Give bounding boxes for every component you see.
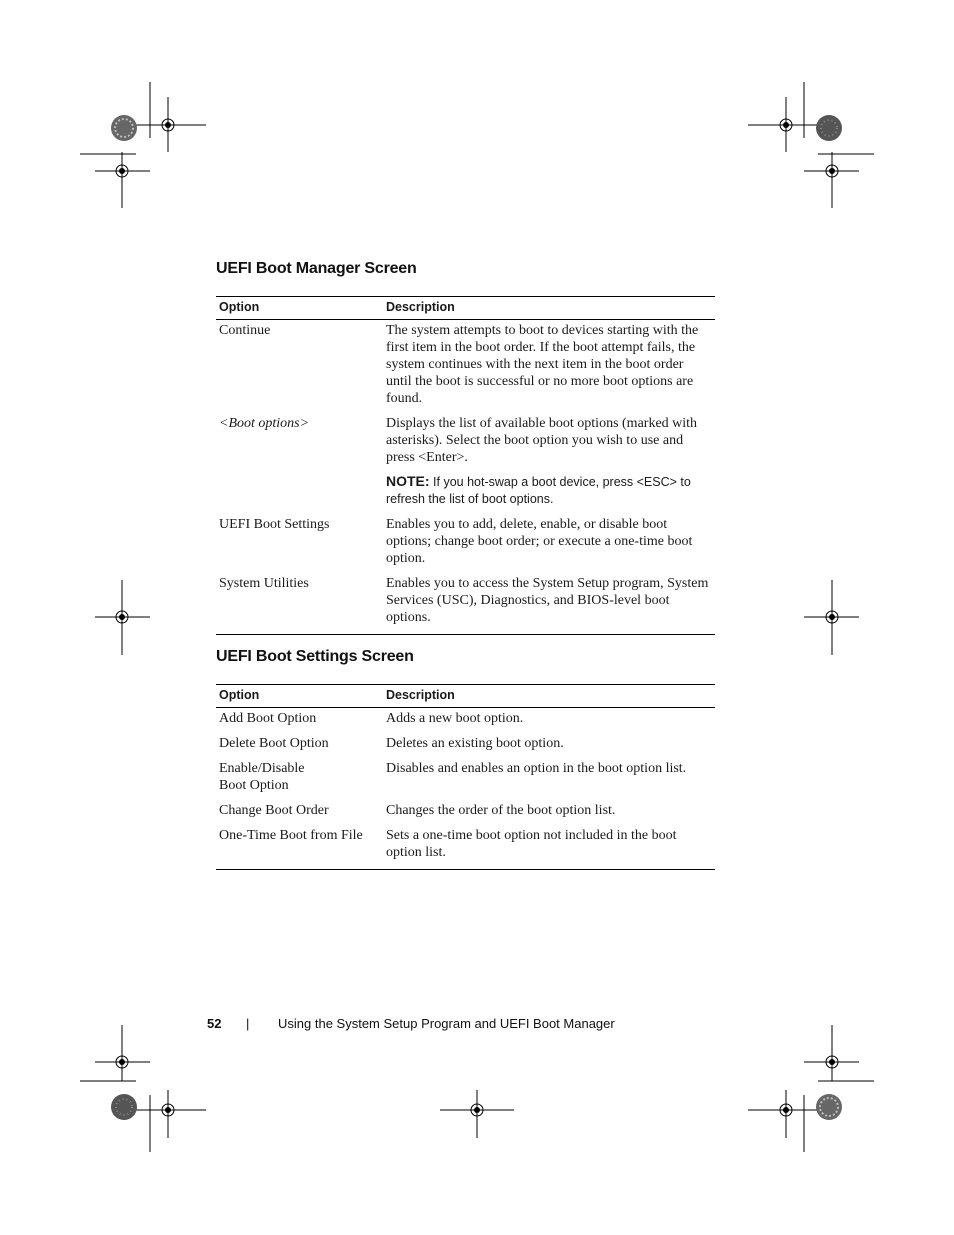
table-row: [216, 760, 715, 802]
option-cell: Continue: [219, 323, 271, 338]
option-cell: System Utilities: [219, 576, 309, 591]
column-header-option: Option: [219, 688, 260, 702]
description-cell: Enables you to add, delete, enable, or disable boot options; change boot order; or execute a one-time boot option.: [386, 517, 693, 566]
table-header-row: [216, 297, 715, 320]
table-row: [216, 708, 715, 736]
description-cell: [383, 415, 715, 516]
column-header-option: Option: [219, 300, 260, 314]
section-heading-boot-settings: UEFI Boot Settings Screen: [216, 648, 414, 665]
description-cell: Disables and enables an option in the boot option list.: [386, 761, 687, 776]
column-header-description: Description: [386, 300, 455, 314]
boot-settings-options-table: [216, 684, 715, 870]
note-label: NOTE:: [386, 473, 430, 489]
description-cell: Enables you to access the System Setup program, System Services (USC), Diagnostics, and BIOS-level boot options.: [386, 576, 709, 625]
section-heading-boot-manager: UEFI Boot Manager Screen: [216, 260, 417, 277]
page-number: 52: [207, 1016, 222, 1031]
footer-separator: |: [246, 1016, 250, 1031]
table-row: [216, 516, 715, 575]
option-cell: <Boot options>: [219, 416, 310, 431]
option-cell: Change Boot Order: [219, 803, 329, 818]
table-row: [216, 827, 715, 870]
description-cell: The system attempts to boot to devices starting with the first item in the boot order. If the boot attempt fails, the system continues with the next item in the boot order until the boot is successful or no more boot options are found.: [386, 323, 699, 406]
table-row: [216, 320, 715, 416]
table-row: [216, 415, 715, 516]
description-text: Displays the list of available boot options (marked with asterisks). Select the boot option you wish to use and press <Enter>.: [386, 416, 698, 465]
column-header-description: Description: [386, 688, 455, 702]
description-cell: Changes the order of the boot option list.: [386, 803, 616, 818]
note-block: [386, 473, 712, 508]
option-cell: Enable/Disable Boot Option: [219, 761, 305, 793]
option-cell: UEFI Boot Settings: [219, 517, 330, 532]
description-cell: Adds a new boot option.: [386, 711, 524, 726]
option-cell: Delete Boot Option: [219, 736, 329, 751]
table-header-row: [216, 685, 715, 708]
table-row: [216, 735, 715, 760]
description-cell: Deletes an existing boot option.: [386, 736, 564, 751]
boot-manager-options-table: [216, 296, 715, 635]
running-title: Using the System Setup Program and UEFI Boot Manager: [278, 1016, 615, 1031]
option-cell: One-Time Boot from File: [219, 828, 363, 843]
description-cell: Sets a one-time boot option not included in the boot option list.: [386, 828, 677, 860]
table-row: [216, 802, 715, 827]
table-row: [216, 575, 715, 635]
note-text: If you hot-swap a boot device, press <ESC> to refresh the list of boot options.: [386, 475, 691, 506]
option-cell: Add Boot Option: [219, 711, 317, 726]
